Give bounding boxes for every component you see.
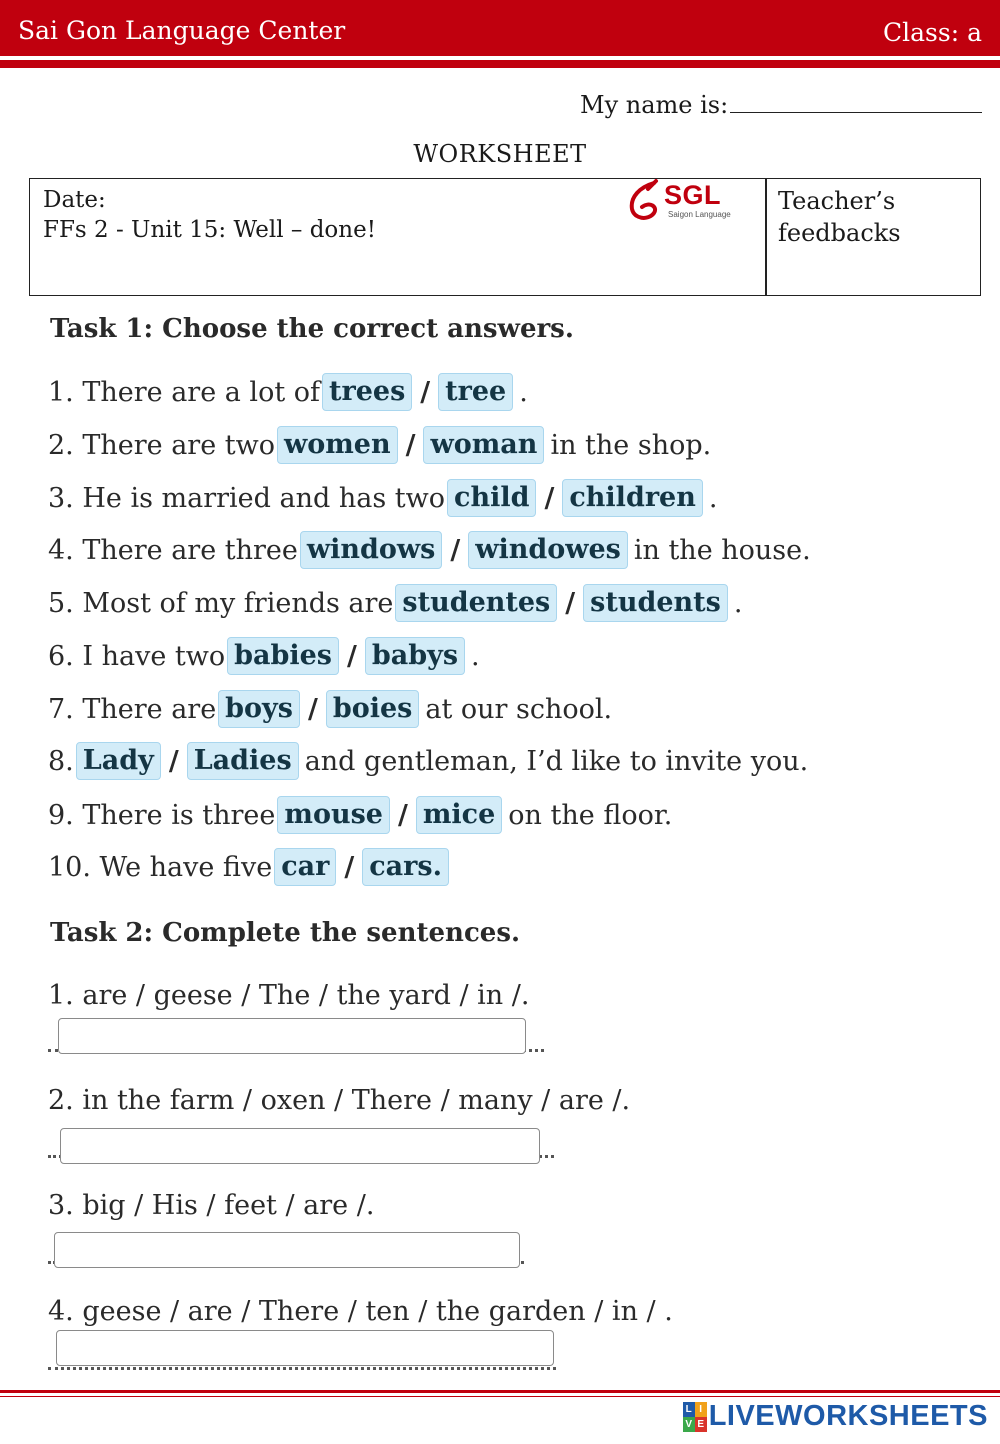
choice-separator: / xyxy=(168,745,179,777)
task1-question xyxy=(48,530,811,570)
task1-question xyxy=(48,741,808,781)
choice-separator: / xyxy=(544,482,555,514)
task1-question xyxy=(48,636,480,676)
footer-divider-thin xyxy=(0,1396,1000,1397)
question-text: 6. I have two xyxy=(48,640,226,672)
task1-question xyxy=(48,847,455,887)
question-ending: at our school. xyxy=(425,693,613,725)
question-ending: . xyxy=(708,482,718,514)
task1-question xyxy=(48,478,717,518)
info-divider xyxy=(765,179,767,295)
answer-choice-b[interactable]: mice xyxy=(416,796,502,834)
question-ending: in the house. xyxy=(633,534,811,566)
choice-separator: / xyxy=(397,799,408,831)
answer-choice-a[interactable]: trees xyxy=(322,373,412,411)
question-text: 8. xyxy=(48,745,74,777)
answer-choice-b[interactable]: students xyxy=(583,584,728,622)
name-prompt: My name is: xyxy=(580,91,729,119)
answer-choice-b[interactable]: woman xyxy=(423,426,544,464)
task2-prompt: 4. geese / are / There / ten / the garden / in / . xyxy=(48,1296,673,1327)
task2-prompt: 2. in the farm / oxen / There / many / are /. xyxy=(48,1085,631,1116)
worksheet-content xyxy=(24,312,894,1382)
liveworksheets-brand xyxy=(683,1400,988,1433)
task1-title: Task 1: Choose the correct answers. xyxy=(50,314,574,344)
answer-choice-a[interactable]: windows xyxy=(300,531,442,569)
answer-choice-b[interactable]: cars. xyxy=(362,848,449,886)
task1-question xyxy=(48,372,528,412)
task1-question xyxy=(48,795,672,835)
answer-choice-b[interactable]: babys xyxy=(365,637,465,675)
question-ending: . xyxy=(519,376,528,408)
sentence-answer-input[interactable] xyxy=(56,1330,554,1366)
task1-question xyxy=(48,583,742,623)
question-ending: . xyxy=(733,587,743,619)
logo-subtitle: Saigon Language xyxy=(668,210,731,219)
choice-separator: / xyxy=(405,429,416,461)
brand-icon-letter: E xyxy=(695,1417,707,1432)
task1-question xyxy=(48,689,612,729)
sgl-swirl-icon xyxy=(626,179,666,225)
answer-choice-a[interactable]: babies xyxy=(227,637,339,675)
task2-prompt: 3. big / His / feet / are /. xyxy=(48,1190,375,1221)
choice-separator: / xyxy=(450,534,461,566)
answer-choice-a[interactable]: mouse xyxy=(277,796,390,834)
feedback-label: Teacher’s feedbacks xyxy=(778,187,901,247)
choice-separator: / xyxy=(347,640,357,672)
choice-separator: / xyxy=(420,376,431,408)
choice-separator: / xyxy=(307,693,318,725)
header-divider xyxy=(0,60,1000,68)
logo-text: SGL xyxy=(664,180,722,210)
info-box xyxy=(29,178,981,296)
date-label: Date: xyxy=(43,187,106,213)
question-ending: on the floor. xyxy=(508,799,673,831)
answer-choice-b[interactable]: boies xyxy=(326,690,420,728)
question-ending: in the shop. xyxy=(550,429,712,461)
answer-choice-a[interactable]: women xyxy=(277,426,398,464)
brand-icon-letter: I xyxy=(695,1402,707,1417)
task2-prompt: 1. are / geese / The / the yard / in /. xyxy=(48,980,530,1011)
question-text: 2. There are two xyxy=(48,429,275,461)
header-bar xyxy=(0,0,1000,56)
task1-question xyxy=(48,425,711,465)
brand-text: LIVEWORKSHEETS xyxy=(708,1400,988,1432)
brand-icon-letter: V xyxy=(683,1417,695,1432)
unit-label: FFs 2 - Unit 15: Well – done! xyxy=(43,217,376,243)
question-text: 3. He is married and has two xyxy=(48,482,446,514)
answer-choice-a[interactable]: Lady xyxy=(76,742,161,780)
answer-choice-b[interactable]: tree xyxy=(438,373,513,411)
sentence-answer-input[interactable] xyxy=(60,1128,540,1164)
name-row xyxy=(580,90,982,119)
answer-choice-b[interactable]: windowes xyxy=(468,531,628,569)
answer-choice-b[interactable]: children xyxy=(562,479,703,517)
class-label: Class: a xyxy=(883,18,982,47)
question-text: 1. There are a lot of xyxy=(48,376,321,408)
sentence-answer-input[interactable] xyxy=(54,1232,520,1268)
footer-divider xyxy=(0,1390,1000,1393)
question-text: 7. There are xyxy=(48,693,217,725)
answer-choice-a[interactable]: studentes xyxy=(395,584,557,622)
liveworksheets-icon xyxy=(683,1402,707,1432)
question-text: 5. Most of my friends are xyxy=(48,587,394,619)
question-text: 9. There is three xyxy=(48,799,276,831)
choice-separator: / xyxy=(565,587,576,619)
sentence-answer-input[interactable] xyxy=(58,1018,526,1054)
answer-choice-a[interactable]: boys xyxy=(218,690,300,728)
brand-icon-letter: L xyxy=(683,1402,695,1417)
name-line xyxy=(730,90,982,113)
question-ending: . xyxy=(471,640,480,672)
center-name: Sai Gon Language Center xyxy=(18,16,346,45)
answer-choice-a[interactable]: car xyxy=(274,848,336,886)
question-text: 10. We have five xyxy=(48,851,273,883)
sgl-logo xyxy=(626,179,736,227)
question-ending: and gentleman, I’d like to invite you. xyxy=(304,745,809,777)
question-text: 4. There are three xyxy=(48,534,298,566)
worksheet-title: WORKSHEET xyxy=(413,140,587,168)
choice-separator: / xyxy=(344,851,355,883)
task2-title: Task 2: Complete the sentences. xyxy=(50,918,521,948)
answer-choice-a[interactable]: child xyxy=(447,479,536,517)
answer-choice-b[interactable]: Ladies xyxy=(187,742,299,780)
